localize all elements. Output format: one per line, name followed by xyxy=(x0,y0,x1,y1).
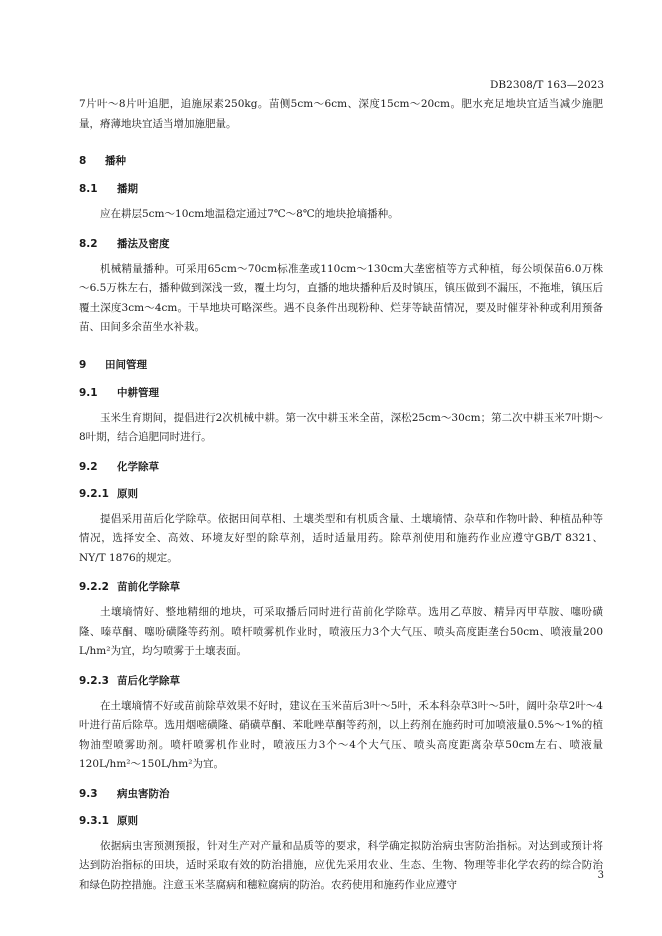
section-title: 原则 xyxy=(117,487,138,500)
page-content xyxy=(79,95,603,895)
section-title: 苗前化学除草 xyxy=(117,581,180,593)
section-title: 原则 xyxy=(117,814,138,827)
section-title: 病虫害防治 xyxy=(117,787,170,800)
section-title: 苗后化学除草 xyxy=(117,674,180,687)
section-number: 9.2 xyxy=(79,460,98,473)
section-heading xyxy=(79,236,603,252)
page-number: 3 xyxy=(597,870,604,881)
section-number: 9 xyxy=(79,358,87,371)
section-heading xyxy=(79,786,603,802)
paragraph: 玉米生育期间，提倡进行2次机械中耕。第一次中耕玉米全苗，深松25cm～30cm；第二次中耕玉米7叶期～8叶期，结合追肥同时进行。 xyxy=(79,411,603,443)
section-number: 9.3.1 xyxy=(79,814,109,827)
section-heading xyxy=(79,357,603,373)
section-number: 8.1 xyxy=(79,183,98,195)
section-heading xyxy=(79,153,603,169)
paragraph: 依据病虫害预测预报，针对生产对产量和品质等的要求，科学确定拟防治病虫害防治指标。对达到或预计将达到防治指标的田块，适时采取有效的防治措施，应优先采用农业、生态、生物、物理等非化学农药的综合防治和绿色防控措施。注意玉米茎腐病和穗粒腐病的防治。农药使用和施药作业应遵守 xyxy=(79,839,603,891)
section-heading xyxy=(79,813,603,829)
paragraph: 7片叶～8片叶追肥，追施尿素250kg。苗侧5cm～6cm、深度15cm～20cm。肥水充足地块宜适当减少施肥量，瘠薄地块宜适当增加施肥量。 xyxy=(79,98,603,130)
paragraph: 应在耕层5cm～10cm地温稳定通过7℃～8℃的地块抢墒播种。 xyxy=(100,208,399,220)
section-title: 播期 xyxy=(117,183,138,195)
section-number: 8 xyxy=(79,155,87,167)
section-heading xyxy=(79,486,603,502)
section-number: 8.2 xyxy=(79,237,98,250)
paragraph: 在土壤墒情不好或苗前除草效果不好时，建议在玉米苗后3叶～5叶，禾本科杂草3叶～5叶，阔叶杂草2叶～4叶进行苗后除草。选用烟嘧磺隆、硝磺草酮、苯吡唑草酮等药剂，以上药剂在施药时可加喷液量0.5%～1%的植物油型喷雾助剂。喷杆喷雾机作业时，喷液压力3个～4个大气压、喷头高度距离杂草50cm左右、喷液量120L/hm²～150L/hm²为宜。 xyxy=(79,699,603,770)
section-title: 播法及密度 xyxy=(117,237,170,250)
paragraph: 土壤墒情好、整地精细的地块，可采取播后同时进行苗前化学除草。选用乙草胺、精异丙甲草胺、噻吩磺隆、嗪草酮、噻吩磺隆等药剂。喷杆喷雾机作业时，喷液压力3个大气压、喷头高度距垄台50cm、喷液量200 L/hm²为宜，均匀喷雾于土壤表面。 xyxy=(79,606,603,657)
section-number: 9.2.3 xyxy=(79,674,109,687)
section-number: 9.2.1 xyxy=(79,487,109,500)
paragraph: 机械精量播种。可采用65cm～70cm标准垄或110cm～130cm大垄密植等方式种植，每公顷保苗6.0万株～6.5万株左右，播种做到深浅一致，覆土均匀，直播的地块播种后及时镇压，镇压做到不漏压，不拖堆，镇压后覆土深度3cm～4cm。干旱地块可略深些。遇不良条件出现粉种、烂芽等缺苗情况，要及时催芽补种或利用预备苗、田间多余苗坐水补栽。 xyxy=(79,262,603,333)
section-title: 播种 xyxy=(105,155,126,167)
section-heading xyxy=(79,385,603,401)
section-heading xyxy=(79,181,603,197)
section-title: 化学除草 xyxy=(117,460,159,473)
section-heading xyxy=(79,579,603,595)
section-number: 9.3 xyxy=(79,787,98,800)
section-title: 中耕管理 xyxy=(117,386,159,399)
section-number: 9.1 xyxy=(79,386,98,399)
section-title: 田间管理 xyxy=(105,358,147,371)
section-heading xyxy=(79,459,603,475)
section-heading xyxy=(79,673,603,689)
document-code: DB2308/T 163—2023 xyxy=(490,79,604,91)
paragraph: 提倡采用苗后化学除草。依据田间草相、土壤类型和有机质含量、土壤墒情、杂草和作物叶龄、种植品种等情况，选择安全、高效、环境友好型的除草剂，适时适量用药。除草剂使用和施药作业应遵守GB/T 8321、NY/T 1876的规定。 xyxy=(79,512,603,564)
section-number: 9.2.2 xyxy=(79,581,109,593)
